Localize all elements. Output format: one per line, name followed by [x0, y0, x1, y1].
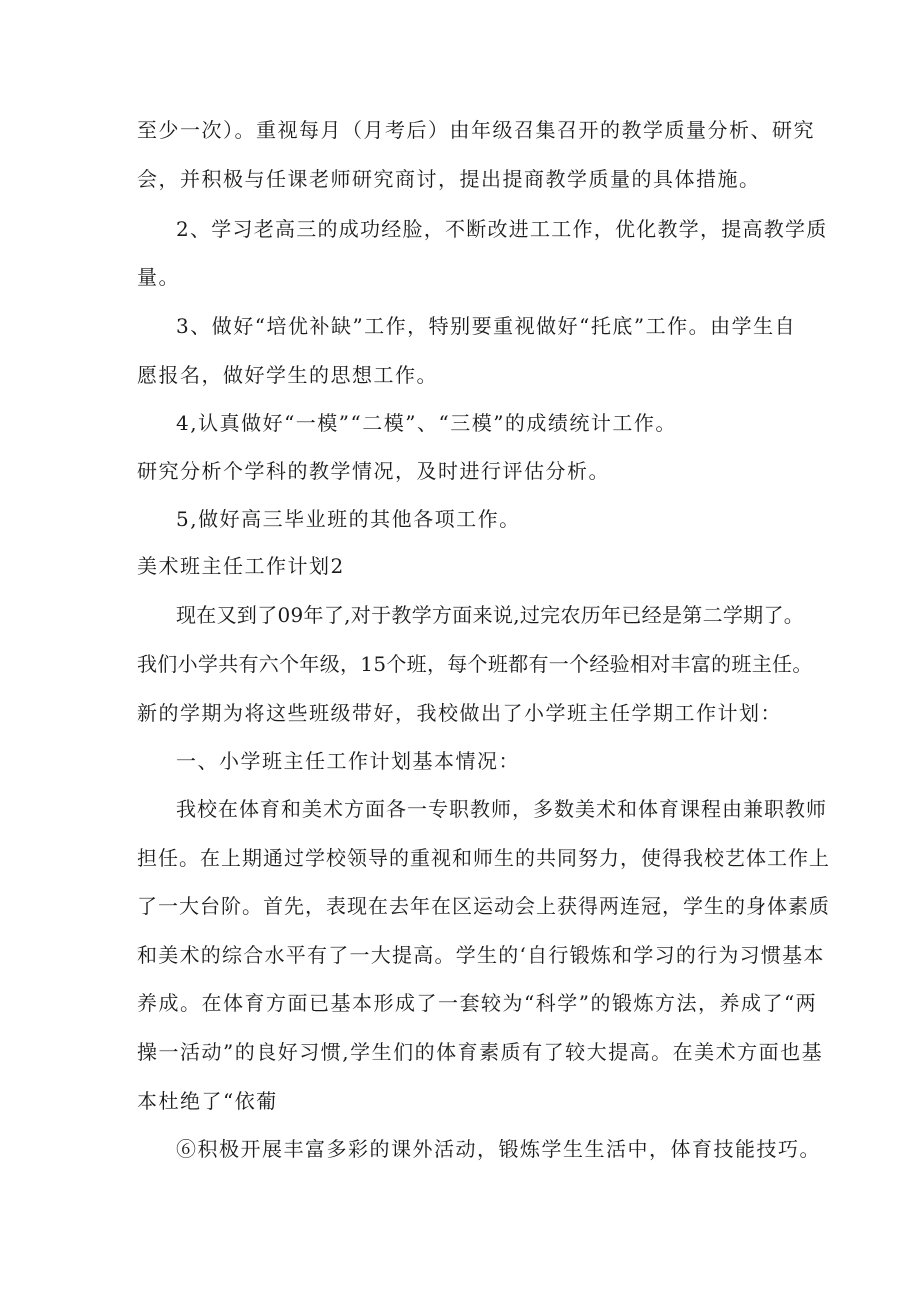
text-line: ⑥积极开展丰富多彩的课外活动，锻炼学生生活中，体育技能技巧。	[176, 1137, 821, 1161]
text-line: 担任。在上期通过学校领导的重视和师生的共同努力，使得我校艺体工作上	[137, 846, 830, 870]
text-line: 我们小学共有六个年级，15个班，每个班都有一个经验相对丰富的班主任。	[137, 652, 813, 676]
text-line: 研究分析个学科的教学情况，及时进行评估分析。	[137, 459, 610, 483]
text-line: 我校在体育和美术方面各一专职教师，多数美术和体育课程由兼职教师	[176, 797, 827, 821]
text-line: 养成。在体育方面已基本形成了一套较为“科学”的锻炼方法，养成了“两	[137, 991, 818, 1015]
text-line: 新的学期为将这些班级带好，我校做出了小学班主任学期工作计划：	[137, 701, 782, 725]
text-line: 了一大台阶。首先，表现在去年在区运动会上获得两连冠，学生的身体素质	[137, 894, 830, 918]
text-line: 量。	[137, 265, 180, 289]
text-line: 和美术的综合水平有了一大提高。学生的‘自行锻炼和学习的行为习惯基本	[137, 943, 825, 967]
section-heading: 美术班主任工作计划2	[137, 554, 345, 578]
text-line: 3、做好“培优补缺”工作，特别要重视做好“托底”工作。由学生自	[176, 314, 797, 338]
text-line: 4,认真做好“一模”“二模”、“三模”的成绩统计工作。	[176, 411, 677, 435]
text-line: 5,做好高三毕业班的其他各项工作。	[176, 507, 521, 531]
text-line: 至少一次）。重视每月（月考后）由年级召集召开的教学质量分析、研究	[137, 118, 815, 142]
text-line: 愿报名，做好学生的思想工作。	[137, 363, 438, 387]
text-line: 一、小学班主任工作计划基本情况：	[176, 749, 520, 773]
text-line: 操一活动”的良好习惯,学生们的体育素质有了较大提高。在美术方面也基	[137, 1040, 824, 1064]
text-line: 本杜绝了“依葡	[137, 1089, 278, 1113]
text-line: 现在又到了09年了,对于教学方面来说,过完农历年已经是第二学期了。	[176, 603, 805, 627]
text-line: 2、学习老高三的成功经脸，不断改进工工作，优化教学，提高教学质	[176, 217, 828, 241]
text-line: 会，并积极与任课老师研究商讨，提出提商教学质量的具体措施。	[137, 167, 761, 191]
